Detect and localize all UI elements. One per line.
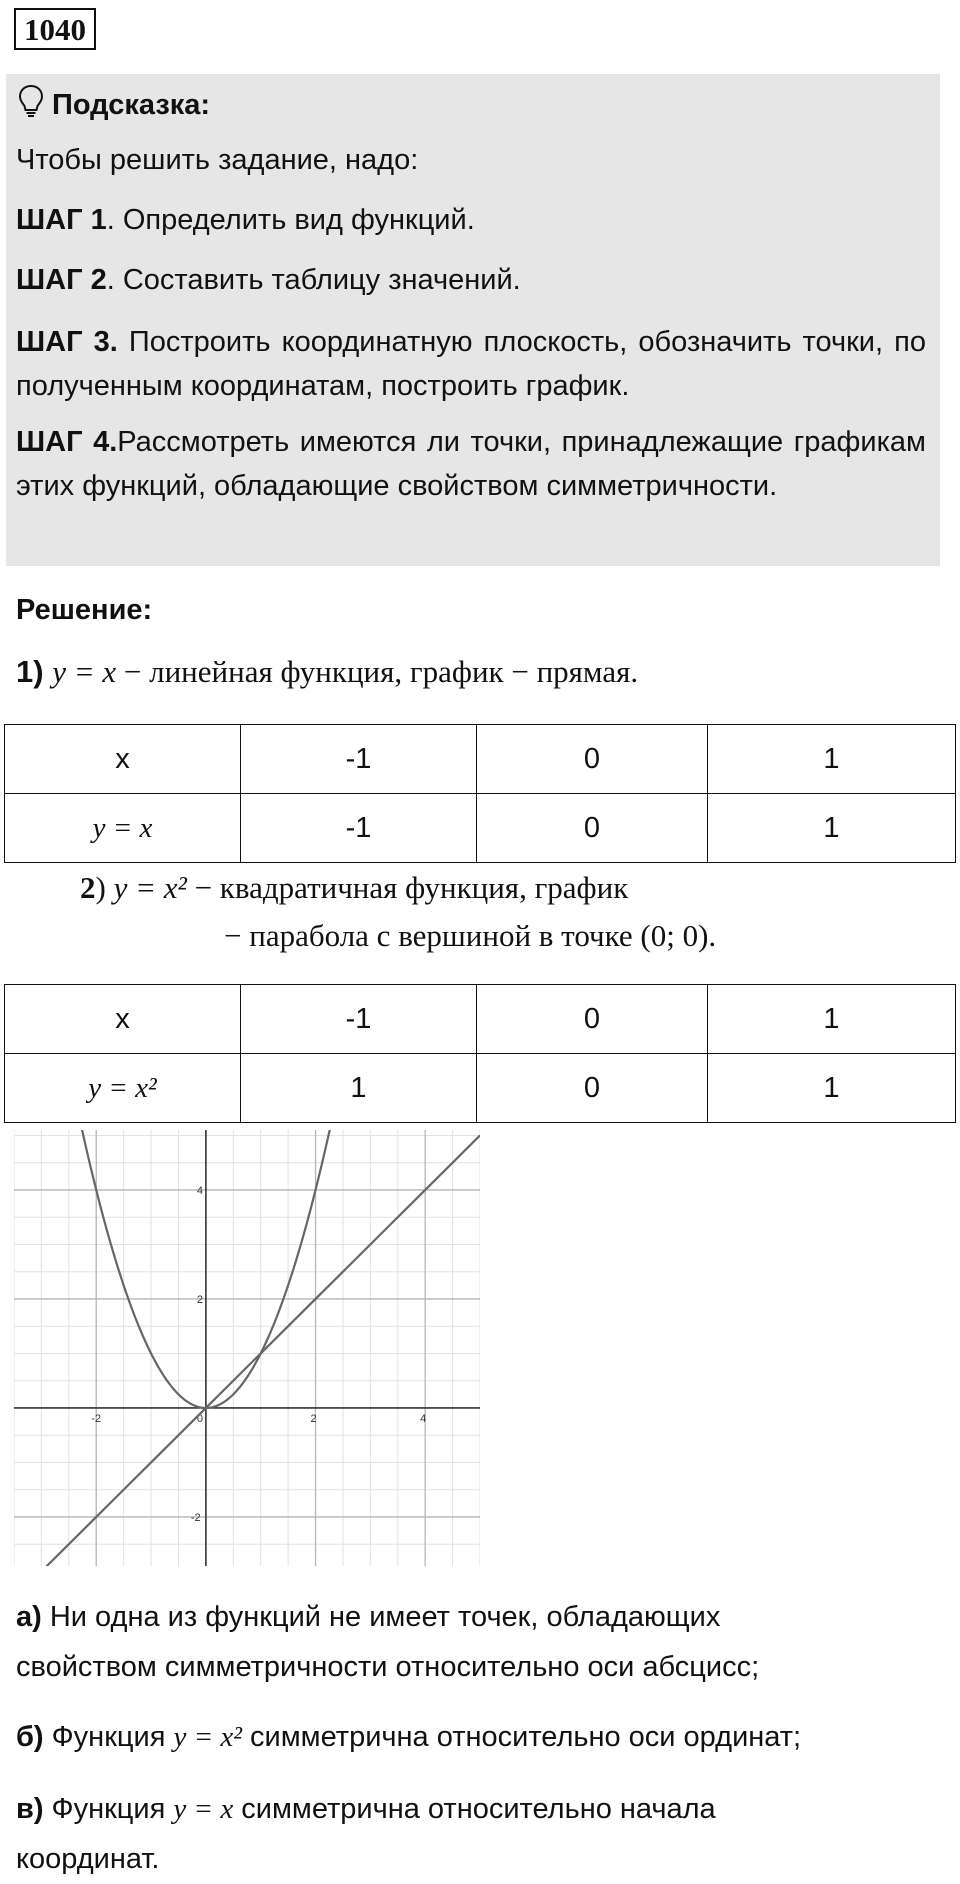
- hint-step-4: ШАГ 4.Рассмотреть имеются ли точки, принадлежащие графикам этих функций, обладающие свойством симметричности.: [16, 426, 926, 502]
- y-tick-label: -2: [190, 1511, 201, 1524]
- line-y-equals-x: [14, 1135, 480, 1566]
- part1-line: 1) y = x − линейная функция, график − прямая.: [16, 654, 639, 689]
- table-quadratic: [4, 984, 956, 1123]
- hint-step-3: ШАГ 3. Построить координатную плоскость, обозначить точки, по полученным координатам, построить график.: [16, 326, 926, 402]
- hint-intro: Чтобы решить задание, надо:: [16, 144, 419, 176]
- function-graph: [14, 1130, 480, 1566]
- part1-formula: y = x: [52, 654, 117, 689]
- hint-step-2: ШАГ 2. Составить таблицу значений.: [16, 264, 521, 296]
- y-tick-label: 2: [196, 1293, 204, 1306]
- x-tick-label: 4: [420, 1412, 427, 1425]
- part2-formula: y = x²: [113, 870, 187, 905]
- table-linear: [4, 724, 956, 863]
- hint-box: [6, 74, 940, 566]
- solution-title: Решение:: [16, 594, 153, 626]
- task-number: 1040: [14, 8, 96, 50]
- hint-title: Подсказка:: [18, 84, 210, 126]
- x-tick-label: 0: [196, 1412, 204, 1425]
- answer-a: а) Ни одна из функций не имеет точек, обладающих свойством симметричности относительно оси абсцисс;: [16, 1601, 760, 1683]
- lightbulb-icon: [18, 84, 44, 126]
- x-tick-label: 2: [310, 1412, 317, 1425]
- answer-c: в) Функция y = x симметрична относительно начала координат.: [16, 1793, 716, 1875]
- y-tick-label: 4: [196, 1184, 204, 1197]
- x-tick-label: -2: [91, 1412, 102, 1425]
- table-row: y = x -1 0 1: [5, 794, 956, 863]
- answer-b: б) Функция y = x² симметрична относительно оси ординат;: [16, 1721, 802, 1753]
- table-row: y = x² 1 0 1: [5, 1054, 956, 1123]
- part2-line1: 2) y = x² − квадратичная функция, график: [80, 870, 629, 905]
- table-row: x -1 0 1: [5, 985, 956, 1054]
- table-row: x -1 0 1: [5, 725, 956, 794]
- part2-line2: − парабола с вершиной в точке (0; 0).: [224, 918, 717, 953]
- hint-step-1: ШАГ 1. Определить вид функций.: [16, 204, 475, 236]
